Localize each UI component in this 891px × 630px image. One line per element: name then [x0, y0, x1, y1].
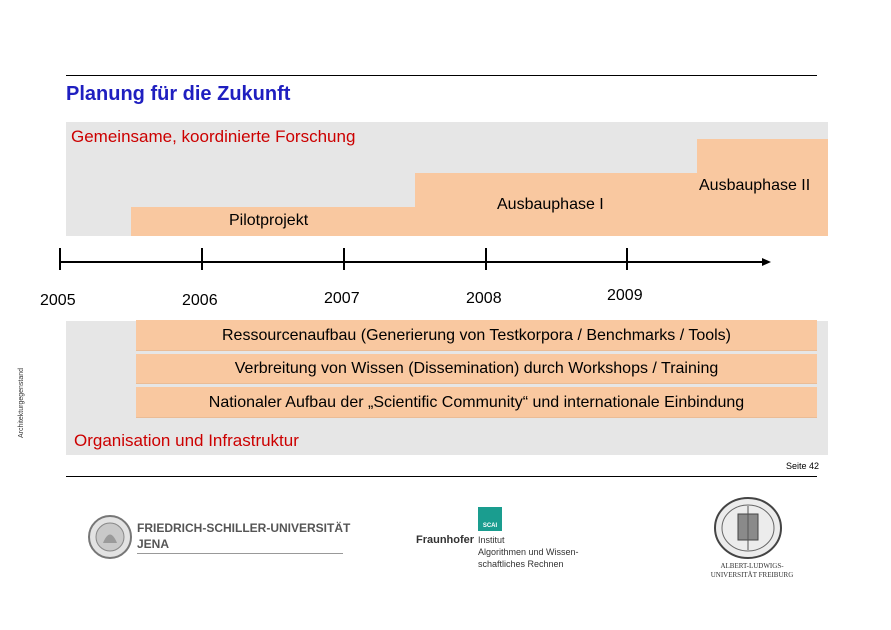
page-number: Seite 42	[785, 461, 819, 471]
scai-badge	[478, 507, 502, 531]
timeline-arrowhead	[762, 258, 771, 266]
band-ressourcenaufbau: Ressourcenaufbau (Generierung von Testkorpora / Benchmarks / Tools)	[136, 320, 817, 351]
year-label: 2007	[324, 290, 360, 307]
jena-logo	[85, 513, 350, 563]
timeline-axis	[50, 240, 780, 280]
side-label: Architekturgegenstand	[18, 367, 25, 438]
year-label: 2009	[607, 287, 643, 304]
slide-title: Planung für die Zukunft	[66, 83, 291, 105]
jena-name-line2: JENA	[137, 537, 170, 551]
research-label: Gemeinsame, koordinierte Forschung	[71, 127, 356, 146]
freiburg-seal-icon	[712, 496, 784, 560]
jena-name-line1: FRIEDRICH-SCHILLER-UNIVERSITÄT	[137, 521, 351, 535]
institut-line-3: schaftliches Rechnen	[478, 559, 564, 569]
organisation-label: Organisation und Infrastruktur	[74, 431, 299, 450]
phase-ausbau1-label: Ausbauphase I	[497, 196, 604, 213]
jena-logo-rule	[137, 553, 343, 554]
band-nationaler-aufbau: Nationaler Aufbau der „Scientific Community“ und internationale Einbindung	[136, 387, 817, 418]
fraunhofer-wordmark: Fraunhofer	[416, 534, 475, 546]
phase-pilot-label: Pilotprojekt	[229, 212, 309, 229]
freiburg-line-2: UNIVERSITÄT FREIBURG	[710, 571, 794, 579]
jena-seal-icon	[87, 514, 133, 560]
band-verbreitung: Verbreitung von Wissen (Dissemination) durch Workshops / Training	[136, 354, 817, 384]
year-label: 2005	[40, 292, 76, 309]
year-label: 2008	[466, 290, 502, 307]
freiburg-line-1: ALBERT-LUDWIGS-	[720, 562, 784, 570]
scai-badge-text: SCAI	[482, 523, 498, 529]
institut-line-1: Institut	[478, 535, 505, 545]
institut-line-2: Algorithmen und Wissen-	[478, 547, 579, 557]
phase-ausbau2-label: Ausbauphase II	[699, 177, 811, 194]
footer-rule	[66, 476, 817, 477]
header-rule	[66, 75, 817, 76]
freiburg-logo	[702, 496, 802, 582]
year-label: 2006	[182, 292, 218, 309]
fraunhofer-logo	[414, 507, 604, 573]
